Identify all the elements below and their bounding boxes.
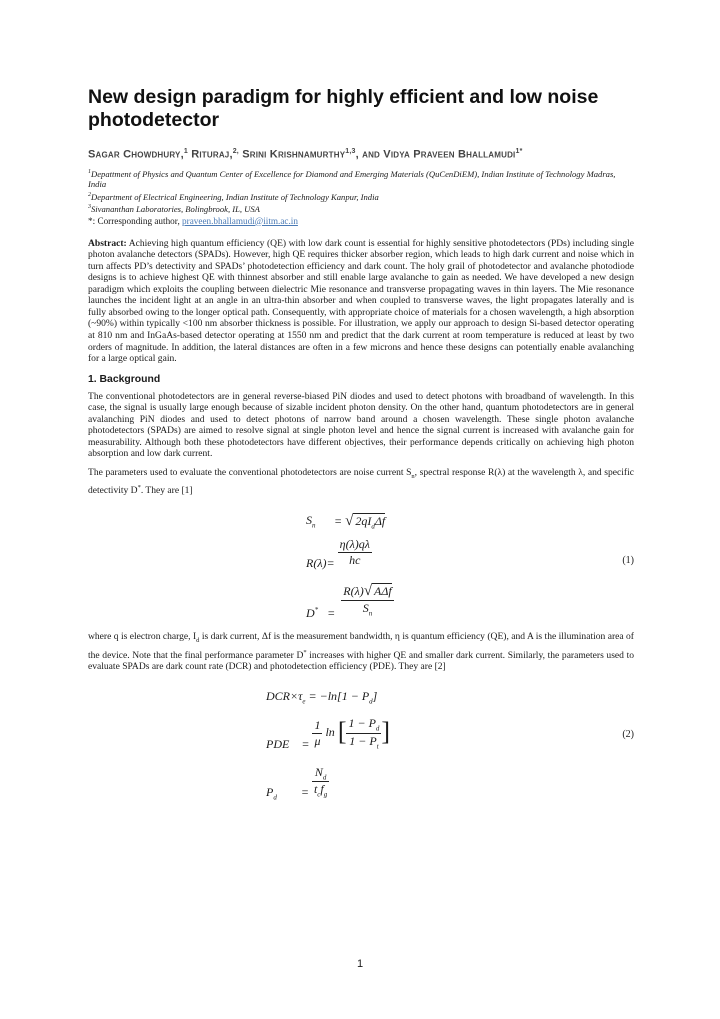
eq-number: (2) xyxy=(622,728,634,740)
text: where q is electron charge, I xyxy=(88,631,197,643)
paper-title: New design paradigm for highly efficient and low noise photodetector xyxy=(88,86,599,131)
corr-label: *: Corresponding author, xyxy=(88,215,183,226)
affiliation-list xyxy=(88,167,634,215)
affil-text: Sivananthan Laboratories, Bolingbrook, IL, USA xyxy=(91,204,260,215)
abstract-text: Achieving high quantum efficiency (QE) with low dark count is essential for highly sensitive photodetectors (PDs) including single photon avalanche detectors (SPADs). However, high QE requires thicker absorber region, which leads to high dark current and noise which in turn affects PD’s detectivity and SPADs’ photodetection efficiency and dark count. The holy grail of photodetector and avalanche photodiode designs is to achieve highest QE with thinnest absorber and still enable large avalanche to gain as needed. We have developed a new design paradigm which exploits the coupling between dielectric Mie resonance and transverse propagating waves in thin layers. The Mie resonance launches the incident light at an angle in an ultra-thin absorber and when coupled to transverse waves, the light propagates laterally and is fully absorbed owing to the longer optical path. Consequently, with appropriate choice of materials for a chosen wavelength, a high absorption (~90%) within typically <100 nm absorber thickness is possible. For illustration, we apply our approach to design Si-based detector operating at 810 nm and InGaAs-based detector operating at 1550 nm and predict that the dark current at room temperature is reduced at least by two orders of magnitude. In addition, the lateral distances are often in a few microns and hence these designs can potentially enable avalanching for a large optical gain. xyxy=(88,237,634,365)
text: The parameters used to evaluate the conventional photodetectors are noise current S xyxy=(88,466,412,478)
text: . They are [1] xyxy=(140,485,193,497)
abstract xyxy=(88,238,634,365)
affiliation xyxy=(88,190,634,202)
email-link[interactable]: praveen.bhallamudi@iitm.ac.in xyxy=(182,215,298,226)
eq1-line-r: R(λ)= $\frac{\eta(\lambda)q\lambda}{hc}$ xyxy=(306,537,370,571)
eq2-line-pde: PDE = $\frac{1}{\mu}$ ln [ $\frac{1 - P_d}{1 - P_t}$ ] xyxy=(266,716,391,751)
eq-number: (1) xyxy=(622,555,634,567)
author-affil-sup: 1,3 xyxy=(345,148,356,155)
text: is dark current, Δf is the measurement bandwidth, η is quantum efficiency (QE), and A is the illumination area of the device. Note that the final performance parameter D xyxy=(88,631,634,661)
affil-sup: 2 xyxy=(88,191,91,198)
eq2-line-dcr: $DCR\times\tau_e = -\ln[1 - P_d]$ xyxy=(266,688,378,706)
author-name: , and Vidya Praveen Bhallamudi xyxy=(355,148,516,161)
subscript: d xyxy=(196,636,200,644)
affil-text: Depattment of Physics and Quantum Center of Excellence for Diamond and Emerging Materials (QuCenDiEM), Indian Institute of Technology Madras, India xyxy=(88,168,616,190)
text: , spectral response R(λ) at the wavelength λ, and specific detectivity D xyxy=(88,466,634,497)
equation-2 xyxy=(88,685,634,810)
affil-text: Department of Electrical Engineering, Indian Institute of Technology Kanpur, India xyxy=(91,191,379,202)
affil-sup: 3 xyxy=(88,204,91,211)
paper-page xyxy=(88,86,634,810)
author-affil-sup: 1* xyxy=(515,148,523,155)
page-number: 1 xyxy=(356,958,364,970)
corresponding-author xyxy=(88,215,634,227)
superscript: * xyxy=(137,484,141,492)
eq1-line-sn: $S_n$ = √ $2qI_d\Delta f$ xyxy=(306,513,386,531)
abstract-label: Abstract: xyxy=(88,237,127,249)
superscript: * xyxy=(303,648,307,656)
affiliation xyxy=(88,167,634,190)
paragraph xyxy=(88,631,634,673)
paragraph xyxy=(88,467,634,497)
paragraph: The conventional photodetectors are in general reverse-biased PiN diodes and used to detect photons with broadband of wavelength. In this case, the signal is usually large enough because of sizable incident photon density. On the other hand, quantum photodetectors are in general avalanching PiN diodes and used to detect photons of narrow band around a chosen wavelength. These single photon avalanche photodetectors (SPADs) are aimed to resolve signal at single photon level and hence the signal current is increased with avalanche gain for measurability. Although both these photodetectors have different objectives, their performance depends critically on achieving high photon absorption and low dark current. xyxy=(88,390,634,460)
author-name: Srini Krishnamurthy xyxy=(238,148,346,161)
author-list xyxy=(88,144,634,163)
section-heading: 1. Background xyxy=(88,373,161,385)
text: increases with higher QE and smaller dark current. Similarly, the parameters used to evaluate SPADs are dark count rate (DCR) and photodetection efficiency (PDE). They are [2] xyxy=(88,649,634,673)
affil-sup: 1 xyxy=(88,168,91,175)
affiliation xyxy=(88,202,634,214)
eq1-line-d: D* = $\frac{\text{R(λ)√ AΔf}}{S_n}$ xyxy=(306,583,392,621)
author-name: Rituraj, xyxy=(187,148,233,161)
author-name: Sagar Chowdhury, xyxy=(88,148,184,161)
equation-1 xyxy=(88,505,634,623)
author-affil-sup: 2, xyxy=(232,148,239,155)
author-affil-sup: 1 xyxy=(183,148,188,155)
eq2-line-pd: $P_d$ = $\frac{N_d}{t_cf_g}$ xyxy=(266,764,328,802)
subscript: n xyxy=(411,472,415,480)
